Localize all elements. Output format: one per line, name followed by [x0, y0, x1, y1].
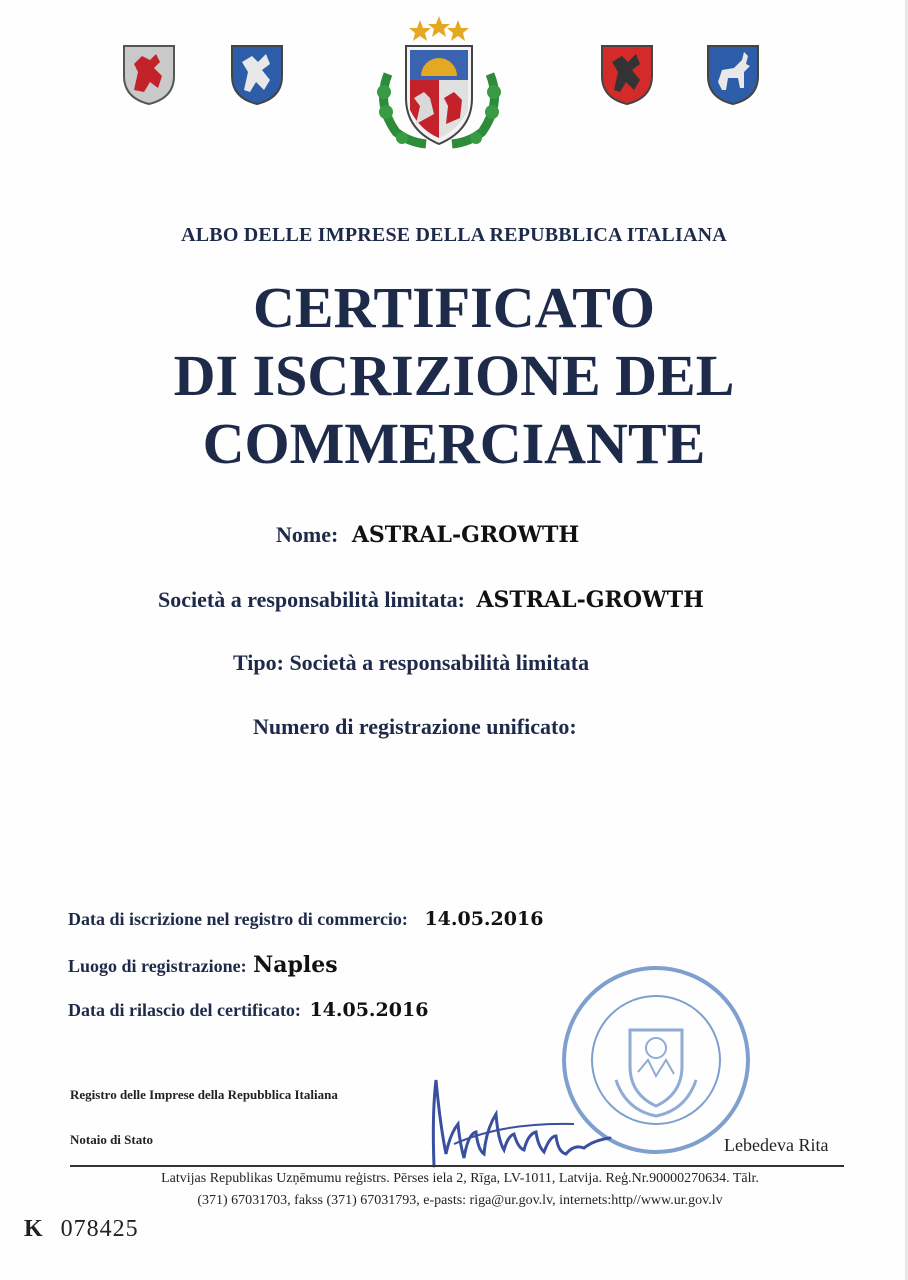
- issue-date-row: [68, 999, 428, 1021]
- type-row: Tipo: Società a responsabilità limitata: [233, 650, 590, 675]
- name-value: ASTRAL-GROWTH: [351, 522, 580, 548]
- signature-icon: [424, 1074, 624, 1170]
- place-value: Naples: [253, 952, 338, 978]
- signer-name: Lebedeva Rita: [724, 1135, 829, 1155]
- entry-date-row: [68, 908, 543, 930]
- issue-date-label: Data di rilascio del certificato:: [68, 1000, 301, 1020]
- title-line-2: DI ISCRIZIONE DEL: [173, 343, 735, 408]
- name-row: [276, 522, 579, 548]
- coat-of-arms-latgale-icon: [598, 42, 656, 106]
- serial-letter: K: [24, 1216, 44, 1242]
- registry-name: Registro delle Imprese della Repubblica Italiana: [70, 1087, 338, 1102]
- coat-of-arms-zemgale-icon: [704, 42, 762, 106]
- company-label: Società a responsabilità limitata:: [158, 587, 465, 612]
- name-label: Nome:: [276, 522, 339, 547]
- reg-number-row: [253, 714, 577, 740]
- coat-of-arms-kurzeme-icon: [120, 42, 178, 106]
- serial-number: [24, 1216, 139, 1243]
- title-line-3: COMMERCIANTE: [202, 411, 706, 476]
- issue-date-value: 14.05.2016: [309, 999, 429, 1021]
- reg-number-label: Numero di registrazione unificato:: [253, 714, 577, 739]
- company-row: [158, 587, 704, 613]
- entry-date-label: Data di iscrizione nel registro di commercio:: [68, 909, 408, 929]
- certificate-title: [0, 274, 908, 478]
- serial-digits: 078425: [60, 1216, 139, 1242]
- place-label: Luogo di registrazione:: [68, 956, 247, 976]
- entry-date-value: 14.05.2016: [424, 908, 544, 930]
- title-line-1: CERTIFICATO: [253, 275, 655, 340]
- company-value: ASTRAL-GROWTH: [476, 587, 704, 613]
- registry-heading: ALBO DELLE IMPRESE DELLA REPUBBLICA ITALIANA: [181, 224, 727, 246]
- place-row: [68, 952, 338, 978]
- footer-address-line-2: (371) 67031703, fakss (371) 67031793, e-pasts: riga@ur.gov.lv, internets:http//www.ur.gov.lv: [197, 1193, 723, 1208]
- notary-label: Notaio di Stato: [70, 1132, 154, 1147]
- footer-address-line-1: Latvijas Republikas Uzņēmumu reģistrs. Pērses iela 2, Rīga, LV-1011, Latvija. Reģ.Nr.90000270634. Tālr.: [161, 1171, 759, 1186]
- coat-of-arms-vidzeme-icon: [228, 42, 286, 106]
- footer-divider: [70, 1165, 844, 1167]
- national-coat-of-arms-icon: [368, 14, 510, 156]
